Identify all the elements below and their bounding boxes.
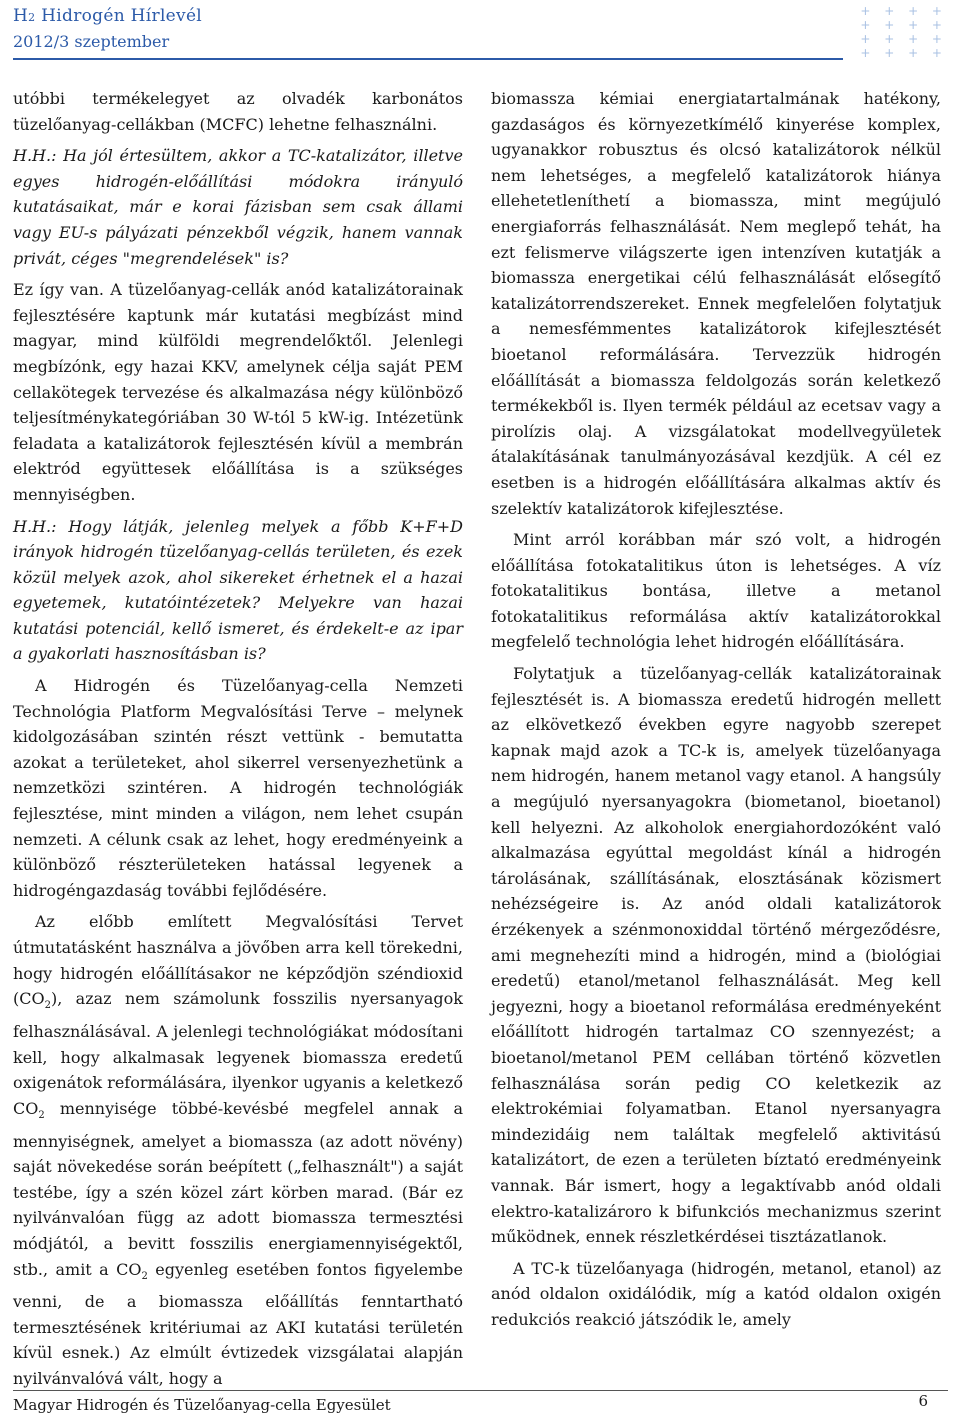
newsletter-title: H2 Hidrogén Hírlevél [13,6,203,26]
paragraph: Folytatjuk a tüzelőanyag-cellák katalizátorainak fejlesztését is. A biomassza eredetű hidrogén mellett az elkövetkező években egyre nagyobb szerepet kapnak majd azok a TC-k is, amelyek tüzelőanyaga nem hidrogén, hanem metanol vagy etanol. A hangsúly a megújuló nyersanyagokra (biometanol, bioetanol) kell helyezni. Az alkoholok energiahordozóként való alkalmazása egyúttal megoldást kínál a hidrogén tárolásának, szállításának, elosztásának közismert nehézségeire is. Az anód oldali katalizátorok érzékenyek a szénmonoxiddal történő mérgeződésre, ami megnehezíti mind a hidrogén, mind a (biológiai eredetű) etanol/metanol felhasználását. Meg kell jegyezni, hogy a bioetanol reformálása eredményeként előállított hidrogén tartalmaz CO szennyezést; a bioetanol/metanol PEM cellában történő közvetlen felhasználása során pedig CO keletkezik az elektrokémiai folyamatban. Etanol nyersanyagra mindezidáig nem találtak megfelelő aktivitású katalizátort, de ezen a területen bíztató eredményeink vannak. Bár ismert, hogy a legaktívabb anód oldali elektro-katalizároro k bifunkciós mechanizmus szerint működnek, ennek részletkérdései tisztázatlanok. [491,664,941,1247]
page-header [13,4,953,62]
page-footer [13,1390,948,1414]
paragraph: utóbbi termékelegyet az olvadék karbonátos tüzelőanyag-cellákban (MCFC) lehetne felhasználni. [13,89,463,134]
header-rule [13,58,843,60]
paragraph: Mint arról korábban már szó volt, a hidrogén előállítása fotokatalitikus úton is lehetséges. A víz fotokatalitikus bontása, illetve a metanol fotokatalitikus reformálása aktív katalizátorokkal megfelelő technológia lehet hidrogén előállítására. [491,530,941,652]
page-number: 6 [918,1392,928,1410]
footer-rule [13,1390,948,1391]
paragraph: Az előbb említett Megvalósítási Tervet útmutatásként használva a jövőben arra kell törekedni, hogy hidrogén előállításakor ne képződjön széndioxid $(CO_2)$, azaz nem számolunk fosszilis nyersanyagok felhasználásával. A jelenlegi technológiákat módosítani kell, hogy alkalmasak legyenek biomassza eredetű oxigenátok reformálására, ilyenkor ugyanis a keletkező $CO_2$ mennyisége többé-kevésbé megfelel annak a mennyiségnek, amelyet a biomassza (az adott növény) saját növekedése során beépített („felhasznált") a saját testébe, így a szén közel zárt körben marad. (Bár ez nyilvánvalóan függ az adott biomassza termesztési módjától, a bevitt fosszilis energiamennyiségektől, stb., amit a $CO_2$ egyenleg esetében fontos figyelembe venni, de a biomassza előállítás fenntartható termesztésének kritériumai az AKI kutatási területén kívül esnek.) Az elmúlt évtizedek vizsgálatai alapján nyilvánvalóvá vált, hogy a [13,912,464,1389]
issue-date: 2012/3 szeptember [13,32,170,51]
paragraph: Ez így van. A tüzelőanyag-cellák anód katalizátorainak fejlesztésére kaptunk már kutatási megbízást mind magyar, mind külföldi megrendelőktől. Jelenlegi megbízónk, egy hazai KKV, amelynek célja saját PEM cellakötegek tervezése és alkalmazása négy különböző teljesítménykategóriában 30 W-tól 5 kW-ig. Intézetünk feladata a katalizátorok fejlesztésén kívül a membrán elektród együttesek előállítása is a szükséges mennyiségben. [13,280,463,504]
paragraph: A TC-k tüzelőanyaga (hidrogén, metanol, etanol) az anód oldalon oxidálódik, míg a katód oldalon oxigén redukciós reakció játszódik le, amely [491,1258,941,1329]
paragraph: biomassza kémiai energiatartalmának hatékony, gazdaságos és környezetkímélő kinyerése komplex, ugyanakkor robusztus és olcsó katalizátorok nélkül nem lehetséges, a megfelelő katalizátorok hiánya ellehetetleníthetí a biomassza, mint megújuló energiaforrás felhasználását. Nem meglepő tehát, ha ezt felismerve világszerte igen intenzíven kutatják a biomassza energetikai célú felhasználását elősegítő katalizátorrendszereket. Ennek megfelelően folytatjuk a nemesfémmentes katalizátorok kifejlesztését bioetanol reformálására. Tervezzük hidrogén előállítását a biomassza feldolgozás során keletkező termékekből is. Ilyen termék például az ecetsav vagy a pirolízis olaj. A vizsgálatokat modellvegyületek átalakításának tanulmányozásával kezdjük. A cél ez esetben is a hidrogén előállítására alkalmas aktív és szelektív katalizátorok kifejlesztése. [491,89,941,518]
paragraph: A Hidrogén és Tüzelőanyag-cella Nemzeti Technológia Platform Megvalósítási Terve – melynek kidolgozásában szintén részt vettünk - bemutatta azokat a területeket, ahol sikerrel versenyezhetünk a nemzetközi szintéren. A hidrogén technológiák fejlesztése, mint minden a világon, nem lehet csupán nemzeti. A célunk csak az lehet, hogy eredményeink a különböző részterületeken hatással legyenek a hidrogéngazdaság további fejlődésére. [13,676,463,900]
interview-question: H.H.: Hogy látják, jelenleg melyek a főbb K+F+D irányok hidrogén tüzelőanyag-cellás területen, és ezek közül melyek azok, ahol sikereket érhetnek el a hazai egyetemek, kutatóintézetek? Melyekre van hazai kutatási potenciál, kellő ismeret, és érdekelt-e az ipar a gyakorlati hasznosításban is? [13,516,463,664]
right-column [491,86,941,1333]
organization-name: Magyar Hidrogén és Tüzelőanyag-cella Egyesület [13,1396,391,1414]
left-column [13,86,463,1392]
plus-pattern-icon: + + + + + + + + + + + + + + + + [860,4,947,60]
interview-question: H.H.: Ha jól értesültem, akkor a TC-katalizátor, illetve egyes hidrogén-előállítási módokra irányuló kutatásaikat, már e korai fázisban sem csak állami vagy EU-s pályázati pénzekből végzik, hanem vannak privát, céges "megrendelések" is? [13,146,463,268]
